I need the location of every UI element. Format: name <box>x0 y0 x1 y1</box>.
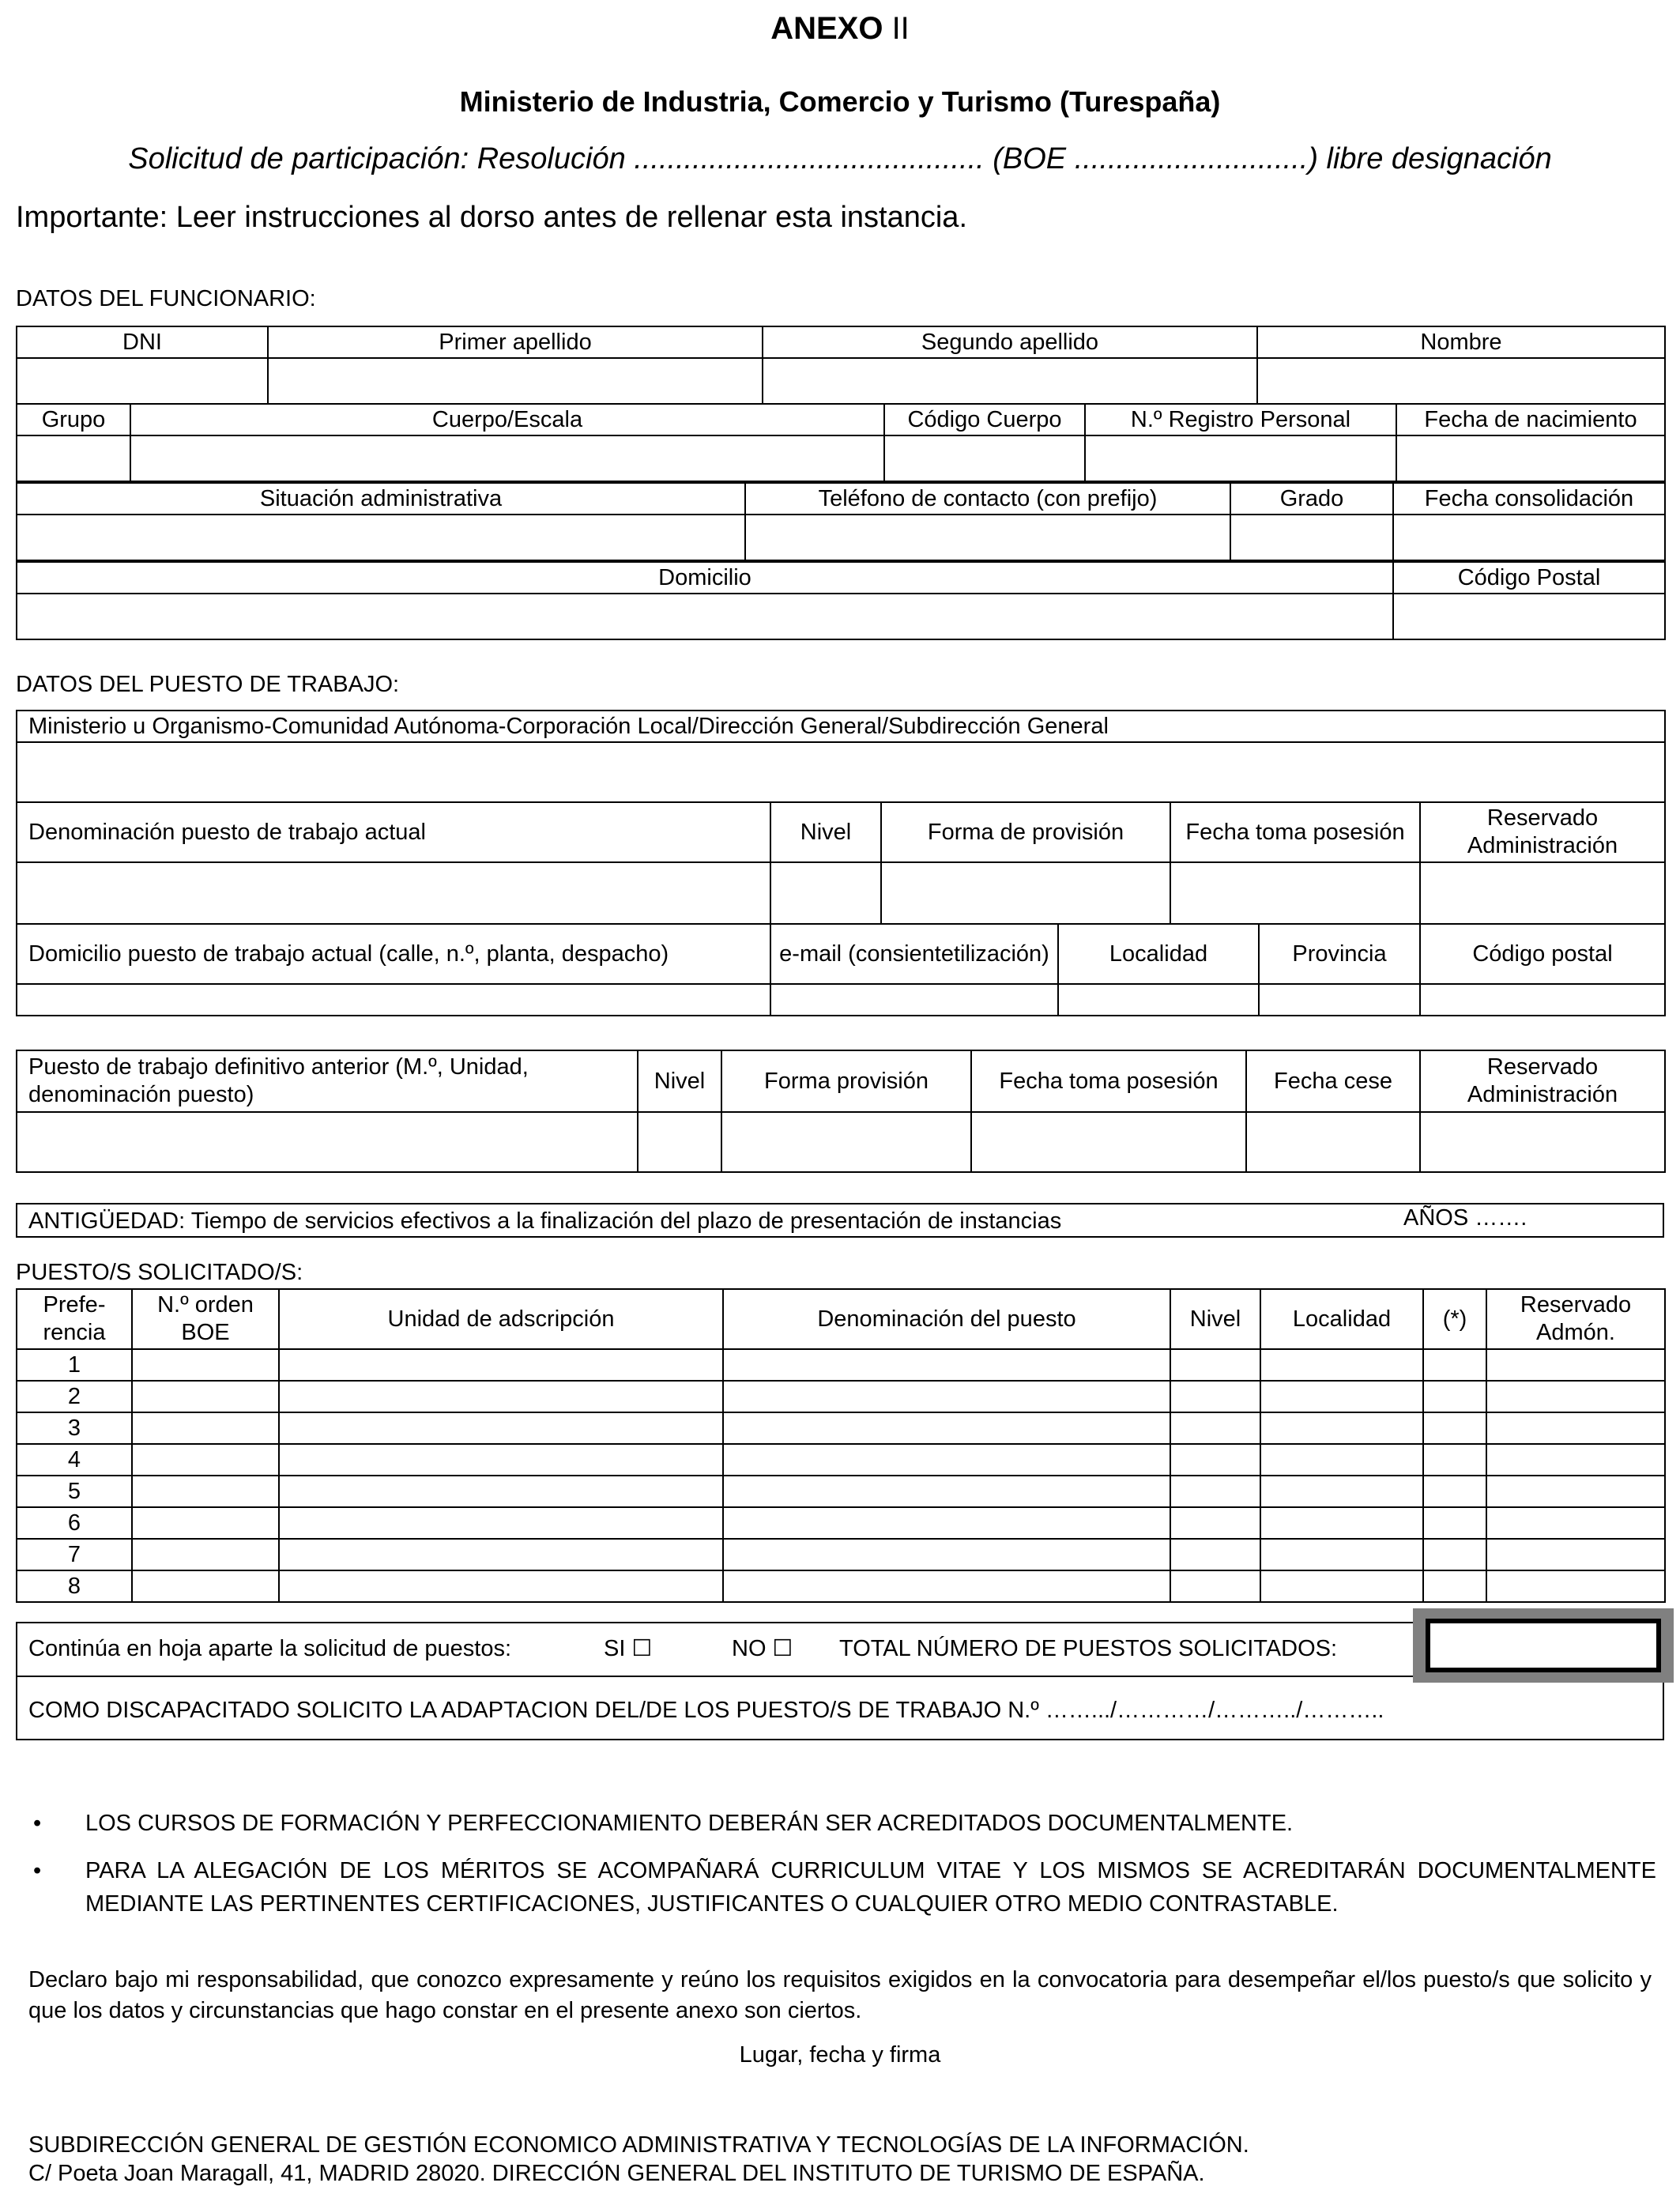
field-asterisco[interactable] <box>1423 1539 1486 1570</box>
header-reservado-admon: Reservado Admón. <box>1486 1289 1665 1349</box>
footer-line-2: C/ Poeta Joan Maragall, 41, MADRID 28020. DIRECCIÓN GENERAL DEL INSTITUTO DE TURISMO DE ESPAÑA. <box>28 2161 1205 2187</box>
table-row <box>17 1539 1665 1570</box>
field-nivel[interactable] <box>1170 1349 1260 1381</box>
antiguedad-anos[interactable]: AÑOS ……. <box>1403 1205 1527 1231</box>
field-codigo-cuerpo[interactable] <box>884 435 1085 481</box>
field-unidad-adscripcion[interactable] <box>279 1476 723 1507</box>
field-reservado-admon <box>1486 1539 1665 1570</box>
funcionario-row3-table <box>16 482 1666 561</box>
header-codigo-postal: Código Postal <box>1393 562 1665 594</box>
solicitud-line: Solicitud de participación: Resolución .......................................... (BOE ............................) libre designación <box>128 142 1552 175</box>
field-nivel[interactable] <box>1170 1507 1260 1539</box>
field-domicilio[interactable] <box>17 594 1393 639</box>
header-preferencia: Prefe-rencia <box>17 1289 132 1349</box>
puesto-domicilio-table <box>16 923 1666 1016</box>
section-funcionario-title: DATOS DEL FUNCIONARIO: <box>16 286 316 311</box>
discapacitado-text[interactable]: COMO DISCAPACITADO SOLICITO LA ADAPTACION DEL/DE LOS PUESTO/S DE TRABAJO N.º …….../…………/………../……….. <box>28 1698 1384 1723</box>
instructions-list <box>28 1807 1656 1935</box>
field-unidad-adscripcion[interactable] <box>279 1381 723 1412</box>
puesto-ministerio-table <box>16 710 1666 803</box>
field-grado[interactable] <box>1230 515 1393 560</box>
field-asterisco[interactable] <box>1423 1349 1486 1381</box>
row-preferencia-number: 3 <box>17 1412 132 1444</box>
funcionario-row1-table <box>16 326 1666 405</box>
header-denominacion-actual: Denominación puesto de trabajo actual <box>17 802 770 862</box>
field-asterisco[interactable] <box>1423 1381 1486 1412</box>
header-primer-apellido: Primer apellido <box>268 326 763 358</box>
field-denominacion-puesto[interactable] <box>723 1349 1170 1381</box>
field-reservado-admin-anterior <box>1420 1112 1665 1172</box>
header-provincia-puesto: Provincia <box>1259 924 1420 984</box>
field-grupo[interactable] <box>17 435 130 481</box>
funcionario-row2-table <box>16 403 1666 482</box>
field-ministerio-organismo[interactable] <box>17 742 1665 802</box>
header-domicilio: Domicilio <box>17 562 1393 594</box>
field-domicilio-puesto[interactable] <box>17 984 770 1016</box>
header-asterisco: (*) <box>1423 1289 1486 1349</box>
row-preferencia-number: 5 <box>17 1476 132 1507</box>
field-denominacion-puesto[interactable] <box>723 1539 1170 1570</box>
field-primer-apellido[interactable] <box>268 358 763 404</box>
field-unidad-adscripcion[interactable] <box>279 1570 723 1602</box>
header-nivel-anterior: Nivel <box>638 1050 721 1112</box>
field-nivel-anterior[interactable] <box>638 1112 721 1172</box>
row-preferencia-number: 6 <box>17 1507 132 1539</box>
header-grado: Grado <box>1230 483 1393 515</box>
field-forma-provision-actual[interactable] <box>881 862 1170 924</box>
solicitados-table <box>16 1288 1666 1603</box>
field-localidad[interactable] <box>1260 1507 1423 1539</box>
antiguedad-label: ANTIGÜEDAD: Tiempo de servicios efectivos a la finalización del plazo de presentación de instancias <box>28 1208 1062 1234</box>
table-row <box>17 1507 1665 1539</box>
footer-address <box>28 2131 1249 2188</box>
field-fecha-toma-posesion-actual[interactable] <box>1170 862 1420 924</box>
table-row <box>17 1444 1665 1476</box>
field-localidad[interactable] <box>1260 1412 1423 1444</box>
header-reservado-admin-anterior: Reservado Administración <box>1420 1050 1665 1112</box>
field-situacion-administrativa[interactable] <box>17 515 745 560</box>
field-orden-boe[interactable] <box>132 1444 279 1476</box>
header-localidad-solicitado: Localidad <box>1260 1289 1423 1349</box>
important-note: Importante: Leer instrucciones al dorso antes de rellenar esta instancia. <box>16 201 967 234</box>
ministry-title: Ministerio de Industria, Comercio y Turismo (Turespaña) <box>459 85 1221 118</box>
field-localidad[interactable] <box>1260 1539 1423 1570</box>
field-dni[interactable] <box>17 358 268 404</box>
row-preferencia-number: 2 <box>17 1381 132 1412</box>
field-orden-boe[interactable] <box>132 1507 279 1539</box>
field-reservado-admon <box>1486 1412 1665 1444</box>
header-fecha-cese: Fecha cese <box>1246 1050 1420 1112</box>
header-fecha-consolidacion: Fecha consolidación <box>1393 483 1665 515</box>
table-row <box>17 1412 1665 1444</box>
instruction-item <box>28 1807 1656 1840</box>
field-codigo-postal-puesto[interactable] <box>1420 984 1665 1016</box>
row-preferencia-number: 1 <box>17 1349 132 1381</box>
header-fecha-toma-posesion-actual: Fecha toma posesión <box>1170 802 1420 862</box>
continua-label: Continúa en hoja aparte la solicitud de puestos: <box>28 1636 512 1661</box>
continua-no-checkbox[interactable]: NO ☐ <box>732 1636 793 1661</box>
header-cuerpo-escala: Cuerpo/Escala <box>130 404 884 435</box>
total-puestos-input[interactable] <box>1426 1619 1661 1672</box>
total-puestos-label: TOTAL NÚMERO DE PUESTOS SOLICITADOS: <box>839 1636 1338 1661</box>
field-orden-boe[interactable] <box>132 1570 279 1602</box>
footer-line-1: SUBDIRECCIÓN GENERAL DE GESTIÓN ECONOMICO ADMINISTRATIVA Y TECNOLOGÍAS DE LA INFORMACIÓN. <box>28 2132 1249 2158</box>
row-preferencia-number: 4 <box>17 1444 132 1476</box>
field-unidad-adscripcion[interactable] <box>279 1412 723 1444</box>
field-localidad[interactable] <box>1260 1349 1423 1381</box>
field-orden-boe[interactable] <box>132 1539 279 1570</box>
field-localidad[interactable] <box>1260 1570 1423 1602</box>
header-codigo-postal-puesto: Código postal <box>1420 924 1665 984</box>
field-denominacion-puesto[interactable] <box>723 1381 1170 1412</box>
header-ministerio-organismo: Ministerio u Organismo-Comunidad Autónoma-Corporación Local/Dirección General/Subdirección General <box>17 711 1665 742</box>
field-reservado-admon <box>1486 1349 1665 1381</box>
header-email: e-mail (consientetilización) <box>770 924 1058 984</box>
field-localidad[interactable] <box>1260 1476 1423 1507</box>
field-nivel[interactable] <box>1170 1539 1260 1570</box>
funcionario-row4-table <box>16 561 1666 640</box>
table-row <box>17 1381 1665 1412</box>
field-denominacion-actual[interactable] <box>17 862 770 924</box>
declaracion-text: Declaro bajo mi responsabilidad, que conozco expresamente y reúno los requisitos exigidos en la convocatoria para desempeñar el/los puesto/s que solicito y que los datos y circunstancias que hago constar en el presente anexo son ciertos. <box>28 1967 1652 2024</box>
field-reservado-admon <box>1486 1444 1665 1476</box>
field-unidad-adscripcion[interactable] <box>279 1539 723 1570</box>
total-puestos-field[interactable] <box>1413 1608 1674 1683</box>
field-unidad-adscripcion[interactable] <box>279 1444 723 1476</box>
field-asterisco[interactable] <box>1423 1444 1486 1476</box>
annex-label: ANEXO <box>770 11 883 46</box>
field-reservado-admon <box>1486 1570 1665 1602</box>
field-nivel[interactable] <box>1170 1444 1260 1476</box>
field-unidad-adscripcion[interactable] <box>279 1507 723 1539</box>
field-codigo-postal[interactable] <box>1393 594 1665 639</box>
field-nivel[interactable] <box>1170 1476 1260 1507</box>
lugar-fecha-firma: Lugar, fecha y firma <box>739 2042 941 2068</box>
field-orden-boe[interactable] <box>132 1476 279 1507</box>
field-segundo-apellido[interactable] <box>763 358 1257 404</box>
field-denominacion-puesto[interactable] <box>723 1476 1170 1507</box>
field-orden-boe[interactable] <box>132 1412 279 1444</box>
antiguedad-box <box>16 1203 1664 1238</box>
instruction-text: PARA LA ALEGACIÓN DE LOS MÉRITOS SE ACOMPAÑARÁ CURRICULUM VITAE Y LOS MISMOS SE ACREDITARÁN DOCUMENTALMENTE MEDIANTE LAS PERTINENTES CERTIFICACIONES, JUSTIFICANTES O CUALQUIER OTRO MEDIO CONTRASTABLE. <box>85 1858 1656 1917</box>
field-nivel[interactable] <box>1170 1570 1260 1602</box>
header-localidad-puesto: Localidad <box>1058 924 1259 984</box>
header-nivel-actual: Nivel <box>770 802 881 862</box>
bullet-icon: • <box>33 1811 42 1836</box>
field-forma-provision-anterior[interactable] <box>721 1112 971 1172</box>
field-asterisco[interactable] <box>1423 1570 1486 1602</box>
field-localidad-puesto[interactable] <box>1058 984 1259 1016</box>
row-preferencia-number: 7 <box>17 1539 132 1570</box>
bullet-icon: • <box>33 1858 42 1884</box>
field-fecha-consolidacion[interactable] <box>1393 515 1665 560</box>
field-localidad[interactable] <box>1260 1444 1423 1476</box>
puesto-anterior-table <box>16 1050 1666 1173</box>
field-nivel[interactable] <box>1170 1412 1260 1444</box>
header-codigo-cuerpo: Código Cuerpo <box>884 404 1085 435</box>
field-nombre[interactable] <box>1257 358 1665 404</box>
field-telefono[interactable] <box>745 515 1230 560</box>
field-denominacion-puesto[interactable] <box>723 1570 1170 1602</box>
instruction-item <box>28 1854 1656 1921</box>
header-grupo: Grupo <box>17 404 130 435</box>
header-orden-boe: N.º orden BOE <box>132 1289 279 1349</box>
table-row <box>17 1349 1665 1381</box>
field-unidad-adscripcion[interactable] <box>279 1349 723 1381</box>
field-asterisco[interactable] <box>1423 1476 1486 1507</box>
header-forma-provision-actual: Forma de provisión <box>881 802 1170 862</box>
row-preferencia-number: 8 <box>17 1570 132 1602</box>
header-unidad-adscripcion: Unidad de adscripción <box>279 1289 723 1349</box>
field-asterisco[interactable] <box>1423 1412 1486 1444</box>
field-reservado-admon <box>1486 1381 1665 1412</box>
header-forma-provision-anterior: Forma provisión <box>721 1050 971 1112</box>
field-cuerpo-escala[interactable] <box>130 435 884 481</box>
section-solicitados-title: PUESTO/S SOLICITADO/S: <box>16 1260 303 1285</box>
header-dni: DNI <box>17 326 268 358</box>
header-nombre: Nombre <box>1257 326 1665 358</box>
field-puesto-anterior[interactable] <box>17 1112 638 1172</box>
header-domicilio-puesto: Domicilio puesto de trabajo actual (calle, n.º, planta, despacho) <box>17 924 770 984</box>
field-email[interactable] <box>770 984 1058 1016</box>
field-fecha-cese[interactable] <box>1246 1112 1420 1172</box>
table-row <box>17 1570 1665 1602</box>
field-orden-boe[interactable] <box>132 1381 279 1412</box>
header-puesto-anterior: Puesto de trabajo definitivo anterior (M.º, Unidad, denominación puesto) <box>17 1050 638 1112</box>
field-nivel[interactable] <box>1170 1381 1260 1412</box>
field-localidad[interactable] <box>1260 1381 1423 1412</box>
puesto-actual-table <box>16 801 1666 925</box>
field-fecha-nacimiento[interactable] <box>1396 435 1665 481</box>
field-denominacion-puesto[interactable] <box>723 1507 1170 1539</box>
field-nivel-actual[interactable] <box>770 862 881 924</box>
field-reservado-admon <box>1486 1507 1665 1539</box>
field-reservado-admin-actual <box>1420 862 1665 924</box>
header-fecha-nacimiento: Fecha de nacimiento <box>1396 404 1665 435</box>
field-registro-personal[interactable] <box>1085 435 1396 481</box>
instruction-text: LOS CURSOS DE FORMACIÓN Y PERFECCIONAMIENTO DEBERÁN SER ACREDITADOS DOCUMENTALMENTE. <box>85 1811 1294 1836</box>
header-segundo-apellido: Segundo apellido <box>763 326 1257 358</box>
annex-number: II <box>891 11 910 46</box>
header-nivel-solicitado: Nivel <box>1170 1289 1260 1349</box>
field-fecha-toma-posesion-anterior[interactable] <box>971 1112 1246 1172</box>
field-provincia-puesto[interactable] <box>1259 984 1420 1016</box>
continua-si-checkbox[interactable]: SI ☐ <box>604 1636 653 1661</box>
annex-title <box>0 11 1680 47</box>
header-reservado-admin-actual: Reservado Administración <box>1420 802 1665 862</box>
field-denominacion-puesto[interactable] <box>723 1444 1170 1476</box>
header-registro-personal: N.º Registro Personal <box>1085 404 1396 435</box>
field-asterisco[interactable] <box>1423 1507 1486 1539</box>
section-puesto-title: DATOS DEL PUESTO DE TRABAJO: <box>16 672 400 697</box>
header-denominacion-puesto: Denominación del puesto <box>723 1289 1170 1349</box>
field-reservado-admon <box>1486 1476 1665 1507</box>
field-orden-boe[interactable] <box>132 1349 279 1381</box>
table-row <box>17 1476 1665 1507</box>
field-denominacion-puesto[interactable] <box>723 1412 1170 1444</box>
header-telefono: Teléfono de contacto (con prefijo) <box>745 483 1230 515</box>
header-fecha-toma-posesion-anterior: Fecha toma posesión <box>971 1050 1246 1112</box>
header-situacion-administrativa: Situación administrativa <box>17 483 745 515</box>
